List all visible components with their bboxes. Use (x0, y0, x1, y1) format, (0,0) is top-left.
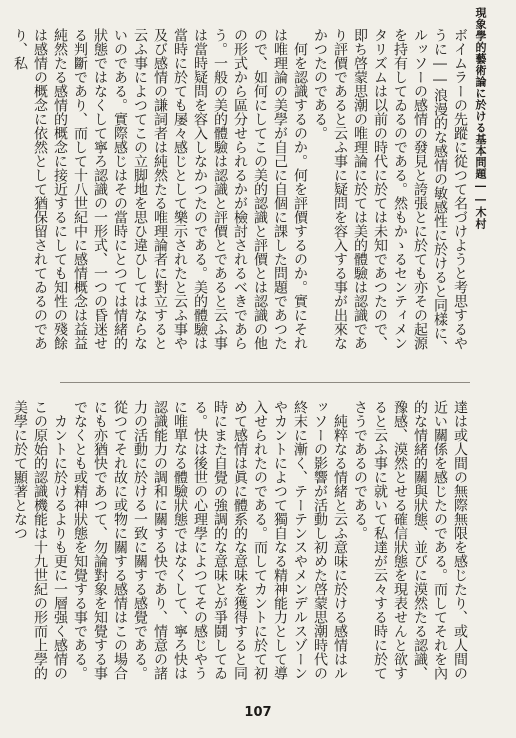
lower-text-block (12, 400, 470, 690)
paragraph: 純粹なる情緒と云ふ意味に於ける感情はルッソーの影響が活動し初めた啓蒙思潮時代の終末に漸く、テーテンスやメンデルスゾーンやカントによつて獨自なる精神能力として導入せられたのである。而してカントに於て初めて感情は眞に體系的な意味を獲得すると同時にまた自覺の強調的な意味とが爭鬪してゐる。快は後世の心理學によつてその感じやうに唯單なる體驗狀態ではなくして、寧ろ快は認識能力の調和に關する快であり、情意の諸力の活動に於ける一致に關する感覺である。從つてそれ故に或物に關する感情はこの場合にも亦猶快であつて、勿論對象を知覺する事でなくとも或精神狀態を知覺する事である。 (72, 400, 348, 680)
paragraph: 達は或人間の無際無限を感じたり、或人間の近い關係を感じたのである。而してそれを內的な情緒的關與狀態、並びに漠然たる認識、豫感、漠然とせる確信狀態を現表せんと欲すると云ふ事に就いて私達が云々する時に於てさうであるのである。 (352, 400, 468, 680)
running-header: 現象學的藝術論に於ける基本問題――木村 (474, 7, 487, 230)
paragraph: 何を認識するのか。何を評價するのか。實にそれは唯理論の美學が自己に自個に課した問題であつたので、如何にしてこの美的認識と評價とは認識の他の形式から區分せられるかが檢討されるべきであらう。一般の美的體驗は認識と評價とであると云ふ事は當時疑問を容入しなかつたのである。美的體驗は當時に於ても屡々感じとして樂示されたと云ふ事や及び感情の謙詞者は純然たる唯理論者に對立すると云ふ事によつてこの立脚地を思ひ違ひしてはならないのである。實際感じはその當時にとつては情緒的狀態ではなくして寧ろ認識の一形式、一つの昏迷せる判斷であり、而して十八世紀中に感情概念は益益純然たる感情的概念に接近するにしても知性の殘餘は感情の概念に依然として猶保留されてゐるのであり、私 (12, 28, 308, 350)
paragraph: カントに於けるよりも更に一層强く感情のこの原始的認識機能は十九世紀の形而上學的美學に於て顯著となつ (12, 400, 68, 680)
section-divider (60, 382, 470, 383)
page-number: 107 (244, 705, 272, 720)
upper-text-block (12, 28, 470, 363)
paragraph: ボイムラーの先蹤に從つて名づけようと考思するやうに――浪漫的な感情の敏感性に於けると同樣に、ルッソーの感情の發見と誇張とに於ても亦その起源を持有してゐるのである。然もかゝるセンティメンタリズムは以前の時代に於ては未知であつたので、即ち啓蒙思潮の唯理論に於ては美的體驗は認識であり評價であると云ふ事に疑問を容入する事が出來なかつたのである。 (312, 28, 468, 354)
